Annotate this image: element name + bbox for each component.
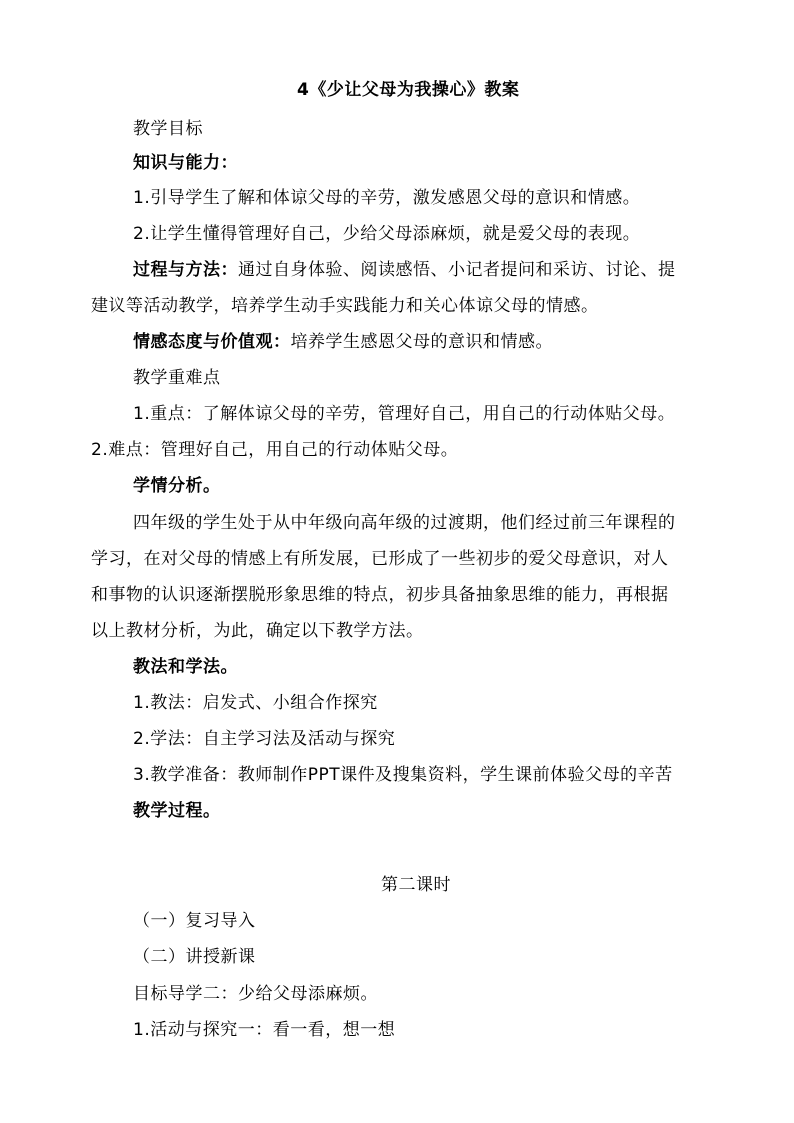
process-method-text-cont: 建议等活动教学，培养学生动手实践能力和关心体谅父母的情感。 — [91, 296, 599, 316]
process-method-paragraph — [133, 258, 676, 282]
learner-analysis-heading: 学情分析。 — [133, 476, 221, 496]
method-item-1: 1.教法：启发式、小组合作探究 — [133, 693, 378, 713]
knowledge-ability-heading: 知识与能力： — [133, 153, 238, 173]
learner-analysis-line-2: 学习，在对父母的情感上有所发展，已形成了一些初步的爱父母意识，对人 — [91, 549, 669, 569]
step-review-intro: （一）复习导入 — [133, 911, 256, 931]
step-new-lesson: （二）讲授新课 — [133, 947, 256, 967]
process-method-text: 通过自身体验、阅读感悟、小记者提问和采访、讨论、提 — [238, 260, 676, 280]
learner-analysis-line-3: 和事物的认识逐渐摆脱形象思维的特点，初步具备抽象思维的能力，再根据 — [91, 585, 669, 605]
page-title: 4《少让父母为我操心》教案 — [297, 80, 520, 100]
key-point-1: 1.重点：了解体谅父母的辛劳，管理好自己，用自己的行动体贴父母。 — [133, 404, 676, 424]
methods-heading: 教法和学法。 — [133, 657, 238, 677]
method-item-2: 2.学法：自主学习法及活动与探究 — [133, 729, 396, 749]
learner-analysis-line-1: 四年级的学生处于从中年级向高年级的过渡期，他们经过前三年课程的 — [133, 513, 676, 533]
key-points-heading: 教学重难点 — [133, 368, 221, 388]
lesson-heading: 第二课时 — [381, 875, 451, 895]
teaching-process-heading: 教学过程。 — [133, 801, 221, 821]
goal-item-2: 2.让学生懂得管理好自己，少给父母添麻烦，就是爱父母的表现。 — [133, 224, 641, 244]
teaching-goals-heading: 教学目标 — [133, 119, 203, 139]
activity-item-1: 1.活动与探究一：看一看，想一想 — [133, 1020, 396, 1040]
key-point-2: 2.难点：管理好自己，用自己的行动体贴父母。 — [91, 440, 459, 460]
target-guide-2: 目标导学二：少给父母添麻烦。 — [133, 984, 378, 1004]
method-item-3: 3.教学准备：教师制作PPT课件及搜集资料，学生课前体验父母的辛苦 — [133, 765, 673, 785]
emotion-values-text: 培养学生感恩父母的意识和情感。 — [290, 332, 553, 352]
emotion-values-label: 情感态度与价值观： — [133, 332, 291, 352]
process-method-label: 过程与方法： — [133, 260, 238, 280]
emotion-values-paragraph — [133, 330, 553, 354]
learner-analysis-line-4: 以上教材分析，为此，确定以下教学方法。 — [91, 621, 424, 641]
goal-item-1: 1.引导学生了解和体谅父母的辛劳，激发感恩父母的意识和情感。 — [133, 188, 641, 208]
